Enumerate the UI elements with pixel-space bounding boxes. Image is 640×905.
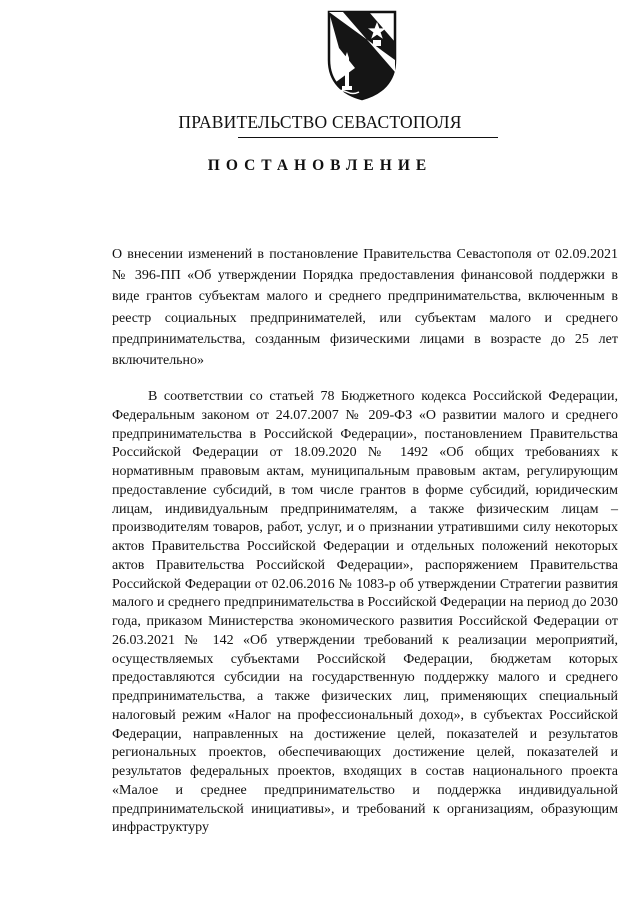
sevastopol-coat-of-arms-icon <box>325 8 399 102</box>
resolution-subject: О внесении изменений в постановление Правительства Севастополя от 02.09.2021 № 396-ПП «Об утверждении Порядка предоставления финансовой поддержки в виде грантов субъектам малого и среднего предпринимательства, включенным в реестр социальных предпринимателей, или субъектам малого и среднего предпринимательства, созданным физическими лицами в возрасте до 25 лет включительно» <box>112 247 618 369</box>
organization-underline <box>238 137 498 138</box>
organization-name: ПРАВИТЕЛЬСТВО СЕВАСТОПОЛЯ <box>178 112 462 132</box>
preamble-paragraph: В соответствии со статьей 78 Бюджетного кодекса Российской Федерации, Федеральным законом от 24.07.2007 № 209-ФЗ «О развитии малого и среднего предпринимательства в Российской Федерации», постановлением Правительства Российской Федерации от 18.09.2020 № 1492 «Об общих требованиях к нормативным правовым актам, муниципальным правовым актам, регулирующим предоставление субсидий, в том числе грантов в форме субсидий, юридическим лицам, индивидуальным предпринимателям, а также физическим лицам – производителям товаров, работ, услуг, и о признании утратившими силу некоторых актов Правительства Российской Федерации и отдельных положений некоторых актов Правительства Российской Федерации», распоряжением Правительства Российской Федерации от 02.06.2016 № 1083-р об утверждении Стратегии развития малого и среднего предпринимательства в Российской Федерации на период до 2030 года, приказом Министерства экономического развития Российской Федерации от 26.03.2021 № 142 «Об утверждении требований к реализации мероприятий, осуществляемых субъектами Российской Федерации, бюджетам которых предоставляются субсидии на государственную поддержку малого и среднего предпринимательства, а также физических лиц, применяющих специальный налоговый режим «Налог на профессиональный доход», в субъектах Российской Федерации, направленных на достижение целей, показателей и результатов региональных проектов, обеспечивающих достижение целей, показателей и результатов федеральных проектов, входящих в состав национального проекта «Малое и среднее предпринимательство и поддержка индивидуальной предпринимательской инициативы», и требований к организациям, образующим инфраструктуру <box>112 389 618 836</box>
document-type-title: ПОСТАНОВЛЕНИЕ <box>207 157 433 174</box>
